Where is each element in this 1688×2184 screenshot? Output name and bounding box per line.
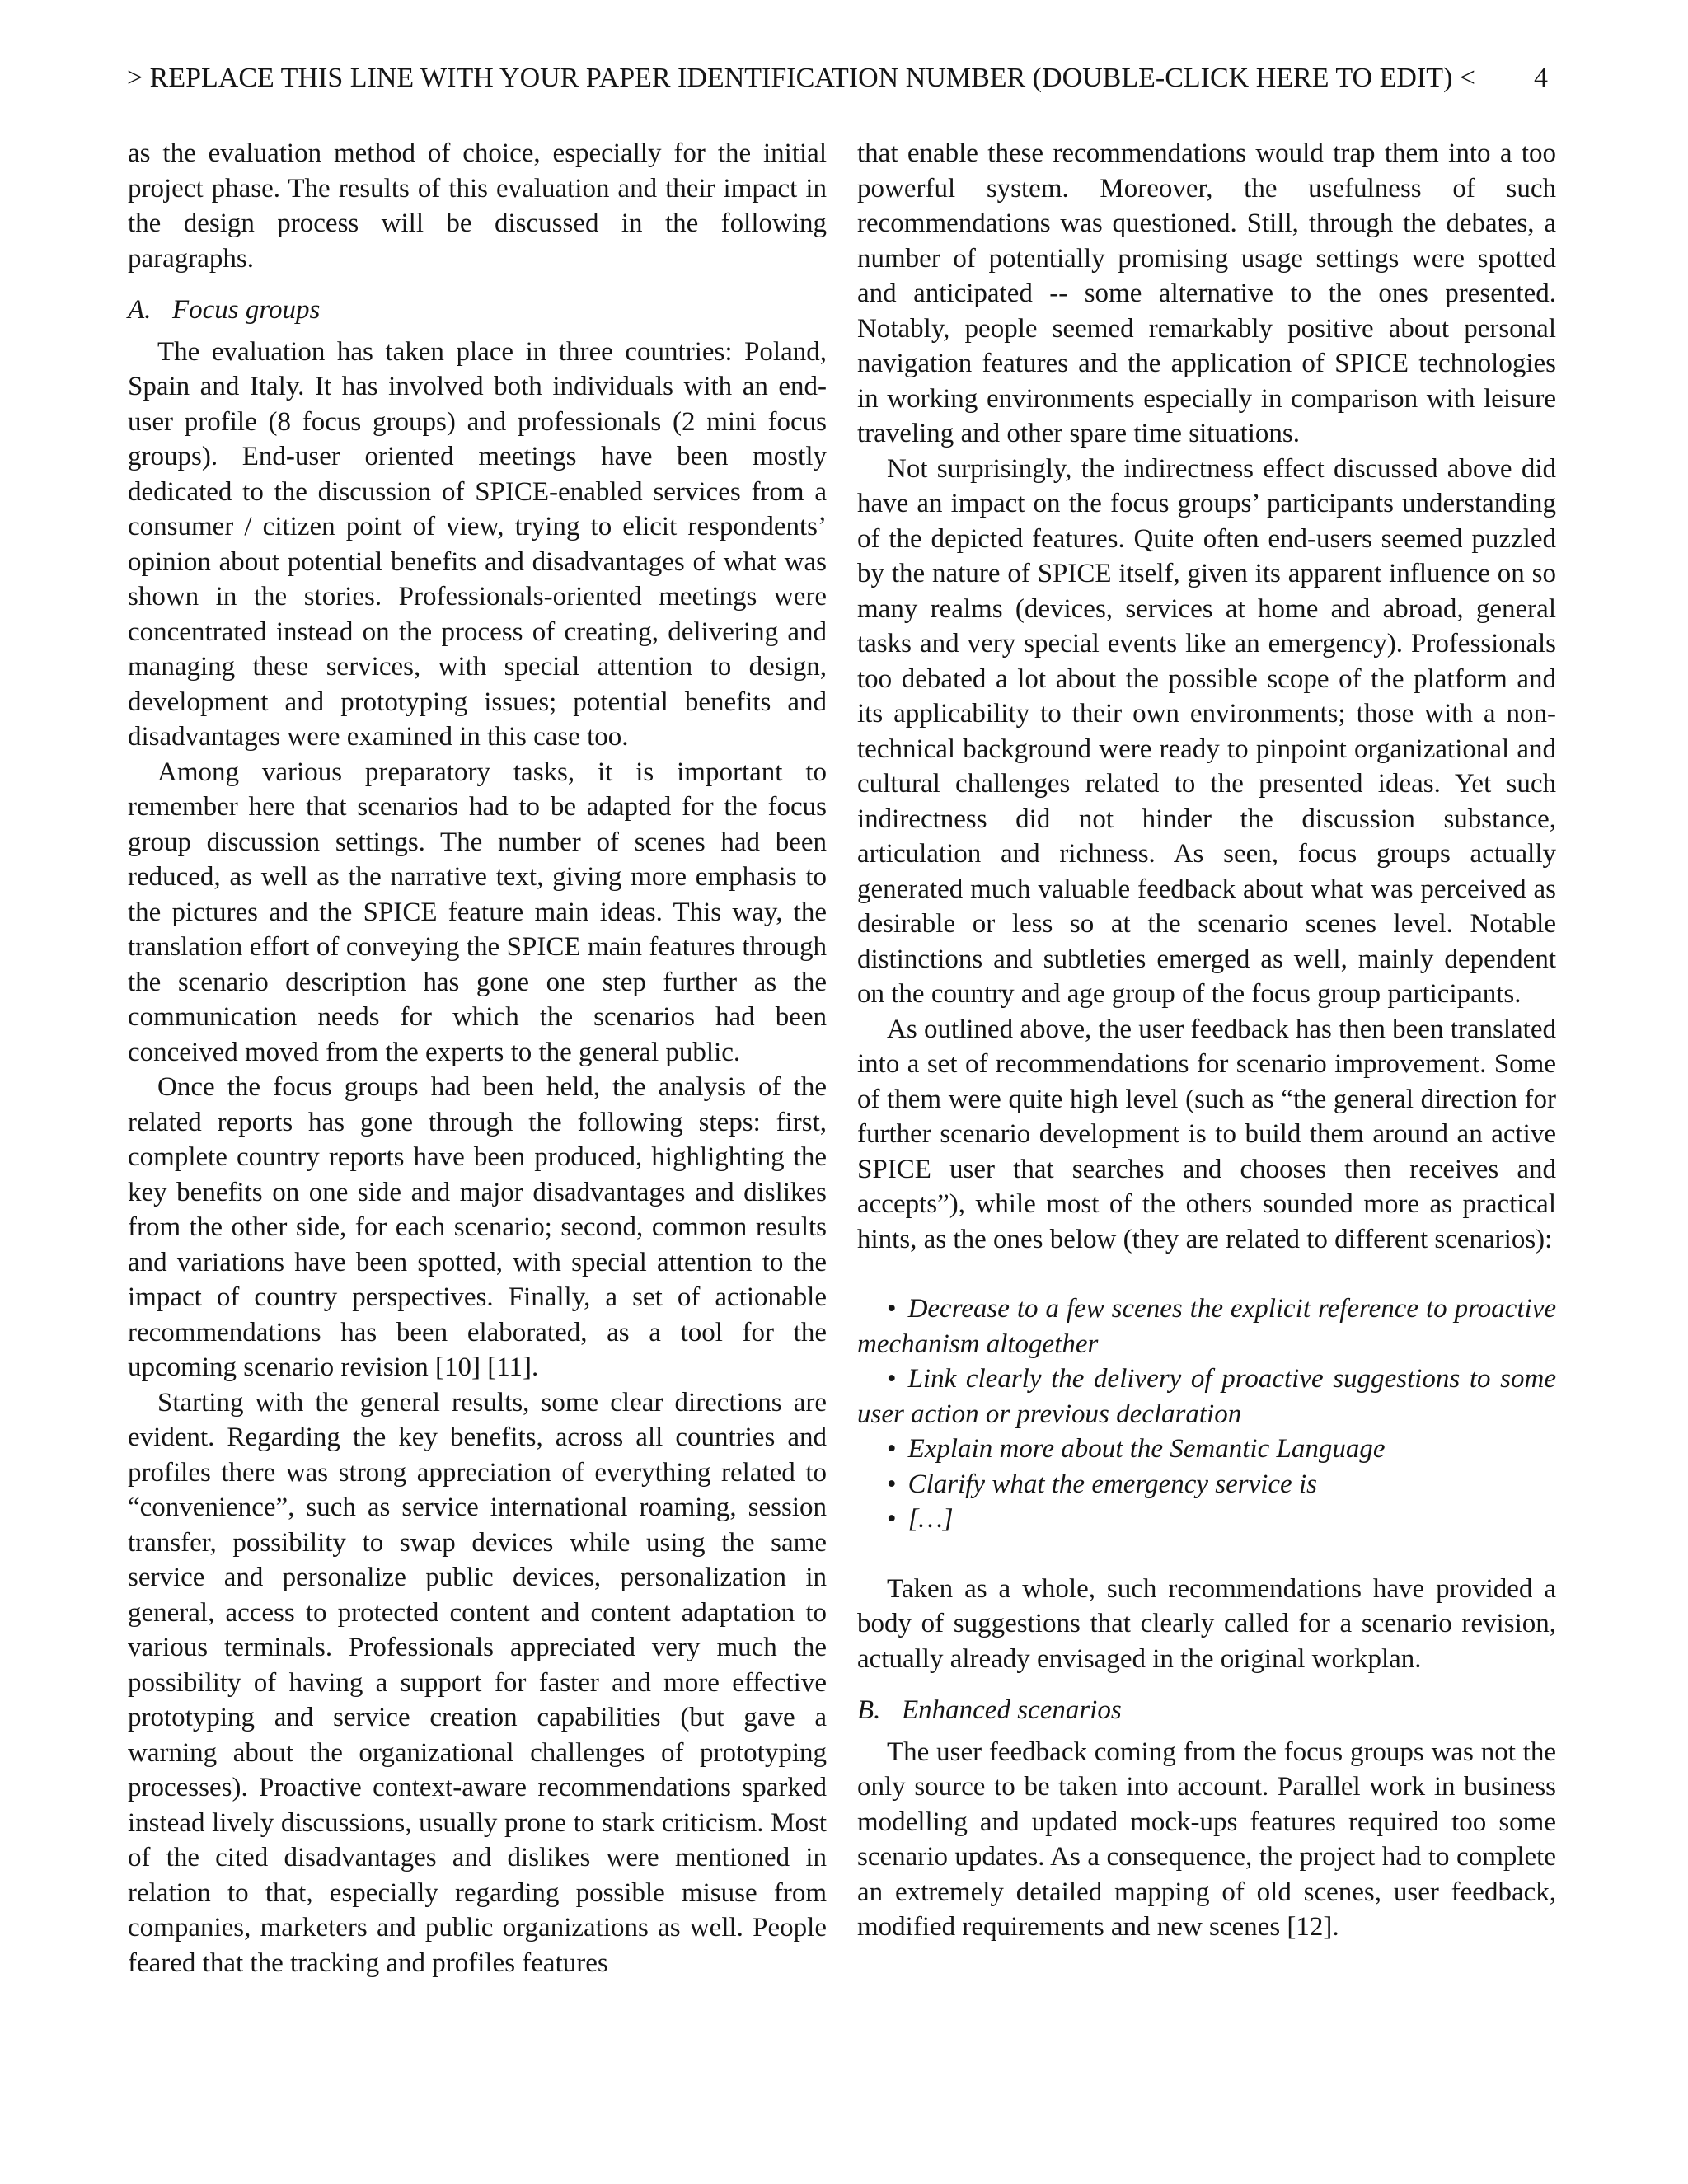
bullet-icon: • <box>887 1364 897 1394</box>
paragraph: Among various preparatory tasks, it is important to remember here that scenarios had to be adapted for the focus group discussion settings. The number of scenes had been reduced, as well as the narrative text, giving more emphasis to the pictures and the SPICE feature main ideas. This way, the translation effort of conveying the SPICE main features through the scenario description has gone one step further as the communication needs for which the scenarios had been conceived moved from the experts to the general public. <box>128 757 827 1067</box>
list-item-text: […] <box>907 1504 954 1534</box>
right-column <box>857 136 1556 1945</box>
paragraph: The user feedback coming from the focus groups was not the only source to be taken into account. Parallel work in business modelling and updated mock-ups features required too some scenario updates. As a consequence, the project had to complete an extremely detailed mapping of old scenes, user feedback, modified requirements and new scenes [12]. <box>857 1736 1556 1942</box>
section-b-label: B. <box>857 1695 881 1725</box>
list-item-text: Decrease to a few scenes the explicit reference to proactive mechanism altogether <box>857 1294 1556 1359</box>
paragraph: Starting with the general results, some clear directions are evident. Regarding the key benefits, across all countries and profiles there was strong appreciation of everything related to “convenience”, such as service international roaming, session transfer, possibility to swap devices while using the same service and personalize public devices, personalization in general, access to protected content and content adaptation to various terminals. Professionals appreciated very much the possibility of having a support for faster and more effective prototyping and service creation capabilities (but gave a warning about the organizational challenges of prototyping processes). Proactive context-aware recommendations sparked instead lively discussions, usually prone to stark criticism. Most of the cited disadvantages and dislikes were mentioned in relation to that, especially regarding possible misuse from companies, marketers and public organizations as well. People feared that the tracking and profiles features <box>128 1387 827 1978</box>
list-item-text: Clarify what the emergency service is <box>907 1469 1317 1499</box>
paragraph: that enable these recommendations would trap them into a too powerful system. Moreover, the usefulness of such recommendations was questioned. Still, through the debates, a number of potentially promising usage settings were spotted and anticipated -- some alternative to the ones presented. Notably, people seemed remarkably positive about personal navigation features and the application of SPICE technologies in working environments especially in comparison with leisure traveling and other spare time situations. <box>857 138 1556 448</box>
section-b-heading <box>857 1693 1556 1728</box>
paragraph: Not surprisingly, the indirectness effect discussed above did have an impact on the focus groups’ participants understanding of the depicted features. Quite often end-users seemed puzzled by the nature of SPICE itself, given its apparent influence on so many realms (devices, services at home and abroad, general tasks and very special events like an emergency). Professionals too debated a lot about the possible scope of the platform and its applicability to their own environments; those with a non-technical background were ready to pinpoint organizational and cultural challenges related to the presented ideas. Yet such indirectness did not hinder the discussion substance, articulation and richness. As seen, focus groups actually generated much valuable feedback about what was perceived as desirable or less so at the scenario scenes level. Notable distinctions and subtleties emerged as well, mainly dependent on the country and age group of the focus group participants. <box>857 453 1556 1009</box>
intro-paragraph: as the evaluation method of choice, especially for the initial project phase. The results of this evaluation and their impact in the design process will be discussed in the following paragraphs. <box>128 138 827 274</box>
recommendation-list <box>857 1291 1556 1537</box>
page-header <box>124 58 1548 99</box>
spacer <box>857 1537 1556 1572</box>
page-number: 4 <box>1534 63 1548 93</box>
section-a-title: Focus groups <box>172 295 321 325</box>
bullet-icon: • <box>887 1294 897 1324</box>
paper-id-placeholder: > REPLACE THIS LINE WITH YOUR PAPER IDENTIFICATION NUMBER (DOUBLE-CLICK HERE TO EDIT) < <box>127 63 1475 93</box>
list-item <box>857 1467 1556 1502</box>
list-item <box>857 1432 1556 1467</box>
left-column <box>128 136 827 1980</box>
paragraph: Taken as a whole, such recommendations have provided a body of suggestions that clearly called for a scenario revision, actually already envisaged in the original workplan. <box>857 1573 1556 1674</box>
section-b-title: Enhanced scenarios <box>902 1695 1122 1725</box>
bullet-icon: • <box>887 1469 897 1499</box>
paragraph: As outlined above, the user feedback has then been translated into a set of recommendations for scenario improvement. Some of them were quite high level (such as “the general direction for further scenario development is to build them around an active SPICE user that searches and chooses then receives and accepts”), while most of the others sounded more as practical hints, as the ones below (they are related to different scenarios): <box>857 1014 1556 1254</box>
bullet-icon: • <box>887 1434 897 1464</box>
list-item <box>857 1291 1556 1361</box>
list-item <box>857 1361 1556 1432</box>
list-item-text: Link clearly the delivery of proactive suggestions to some user action or previous declaration <box>857 1364 1556 1429</box>
section-a-heading <box>128 293 827 328</box>
list-item-text: Explain more about the Semantic Language <box>907 1434 1386 1464</box>
list-item <box>857 1502 1556 1537</box>
paragraph: The evaluation has taken place in three countries: Poland, Spain and Italy. It has involved both individuals with an end-user profile (8 focus groups) and professionals (2 mini focus groups). End-user oriented meetings have been mostly dedicated to the discussion of SPICE-enabled services from a consumer / citizen point of view, trying to elicit respondents’ opinion about potential benefits and disadvantages of what was shown in the stories. Professionals-oriented meetings were concentrated instead on the process of creating, delivering and managing these services, with special attention to design, development and prototyping issues; potential benefits and disadvantages were examined in this case too. <box>128 336 827 752</box>
paragraph: Once the focus groups had been held, the analysis of the related reports has gone through the following steps: first, complete country reports have been produced, highlighting the key benefits on one side and major disadvantages and dislikes from the other side, for each scenario; second, common results and variations have been spotted, with special attention to the impact of country perspectives. Finally, a set of actionable recommendations has been elaborated, as a tool for the upcoming scenario revision [10] [11]. <box>128 1072 827 1382</box>
spacer <box>857 1257 1556 1291</box>
bullet-icon: • <box>887 1504 897 1534</box>
section-a-label: A. <box>128 295 152 325</box>
